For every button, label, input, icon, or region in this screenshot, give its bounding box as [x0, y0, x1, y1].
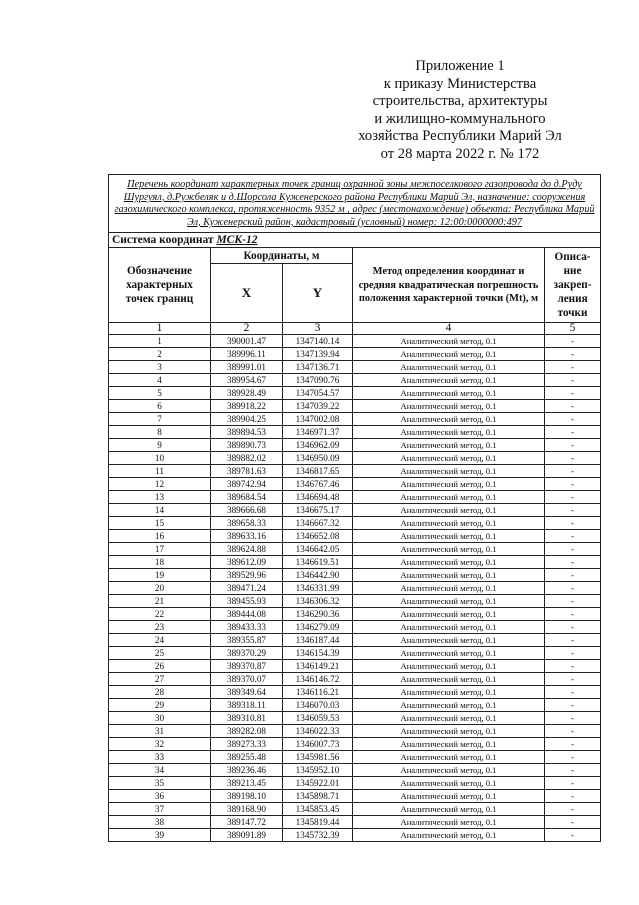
cell-x: 389918.22 [211, 400, 283, 413]
cell-method: Аналитический метод, 0.1 [353, 673, 545, 686]
cell-y: 1346306.32 [283, 595, 353, 608]
cell-x: 389882.02 [211, 452, 283, 465]
cell-description: - [545, 777, 601, 790]
cell-description: - [545, 530, 601, 543]
cell-description: - [545, 621, 601, 634]
cell-x: 389633.16 [211, 530, 283, 543]
cell-description: - [545, 491, 601, 504]
appendix-line: строительства, архитектуры [372, 93, 548, 110]
cell-point: 10 [109, 452, 211, 465]
cell-description: - [545, 634, 601, 647]
cell-method: Аналитический метод, 0.1 [353, 413, 545, 426]
header-description: Описа-ние закреп-ления точки [545, 248, 601, 323]
cell-x: 389781.63 [211, 465, 283, 478]
cell-point: 25 [109, 647, 211, 660]
cell-point: 2 [109, 348, 211, 361]
cell-description: - [545, 582, 601, 595]
cell-y: 1345898.71 [283, 790, 353, 803]
table-row [109, 777, 601, 790]
cell-point: 9 [109, 439, 211, 452]
cell-x: 389455.93 [211, 595, 283, 608]
cell-method: Аналитический метод, 0.1 [353, 465, 545, 478]
table-row [109, 413, 601, 426]
cell-y: 1347090.76 [283, 374, 353, 387]
table-row [109, 569, 601, 582]
cell-x: 389471.24 [211, 582, 283, 595]
cell-point: 20 [109, 582, 211, 595]
header-y: Y [283, 264, 353, 323]
table-row [109, 751, 601, 764]
cell-description: - [545, 556, 601, 569]
cell-method: Аналитический метод, 0.1 [353, 556, 545, 569]
cell-method: Аналитический метод, 0.1 [353, 803, 545, 816]
table-row [109, 582, 601, 595]
cell-x: 390001.47 [211, 335, 283, 348]
cell-y: 1346767.46 [283, 478, 353, 491]
cell-method: Аналитический метод, 0.1 [353, 777, 545, 790]
cell-point: 11 [109, 465, 211, 478]
cell-y: 1346817.65 [283, 465, 353, 478]
cell-y: 1346950.09 [283, 452, 353, 465]
cell-method: Аналитический метод, 0.1 [353, 725, 545, 738]
column-number: 3 [283, 323, 353, 335]
cell-point: 24 [109, 634, 211, 647]
cell-point: 23 [109, 621, 211, 634]
cell-x: 389213.45 [211, 777, 283, 790]
cell-description: - [545, 478, 601, 491]
cell-description: - [545, 465, 601, 478]
cell-x: 389310.81 [211, 712, 283, 725]
cell-description: - [545, 348, 601, 361]
appendix-line: Приложение 1 [415, 58, 505, 74]
header-coords: Координаты, м [211, 248, 353, 264]
column-number: 1 [109, 323, 211, 335]
cell-point: 31 [109, 725, 211, 738]
table-row [109, 426, 601, 439]
cell-description: - [545, 517, 601, 530]
cell-point: 16 [109, 530, 211, 543]
cell-point: 21 [109, 595, 211, 608]
cell-x: 389904.25 [211, 413, 283, 426]
cell-y: 1345922.01 [283, 777, 353, 790]
cell-method: Аналитический метод, 0.1 [353, 764, 545, 777]
cell-method: Аналитический метод, 0.1 [353, 517, 545, 530]
cell-y: 1346187.44 [283, 634, 353, 647]
cell-method: Аналитический метод, 0.1 [353, 647, 545, 660]
table-row [109, 712, 601, 725]
cell-y: 1346675.17 [283, 504, 353, 517]
cell-point: 22 [109, 608, 211, 621]
table-row [109, 530, 601, 543]
cell-x: 389236.46 [211, 764, 283, 777]
cell-x: 389684.54 [211, 491, 283, 504]
cell-point: 1 [109, 335, 211, 348]
cell-x: 389349.64 [211, 686, 283, 699]
cell-method: Аналитический метод, 0.1 [353, 452, 545, 465]
cell-point: 37 [109, 803, 211, 816]
cell-y: 1346442.90 [283, 569, 353, 582]
table-row [109, 452, 601, 465]
cell-method: Аналитический метод, 0.1 [353, 361, 545, 374]
cell-point: 13 [109, 491, 211, 504]
table-row [109, 465, 601, 478]
table-row [109, 387, 601, 400]
cell-point: 26 [109, 660, 211, 673]
table-row [109, 699, 601, 712]
table-row [109, 491, 601, 504]
table-row [109, 803, 601, 816]
cell-method: Аналитический метод, 0.1 [353, 439, 545, 452]
cell-x: 389091.89 [211, 829, 283, 842]
appendix-header [300, 58, 620, 164]
cell-description: - [545, 374, 601, 387]
cell-method: Аналитический метод, 0.1 [353, 387, 545, 400]
cell-y: 1347139.94 [283, 348, 353, 361]
cell-x: 389255.48 [211, 751, 283, 764]
table-row [109, 439, 601, 452]
cell-description: - [545, 400, 601, 413]
cell-y: 1347140.14 [283, 335, 353, 348]
cell-description: - [545, 686, 601, 699]
header-method: Метод определения координат и средняя квадратическая погрешность положения характерной точки (Mt), м [353, 248, 545, 323]
cell-description: - [545, 426, 601, 439]
cell-x: 389355.87 [211, 634, 283, 647]
cell-method: Аналитический метод, 0.1 [353, 790, 545, 803]
cell-point: 32 [109, 738, 211, 751]
cell-point: 33 [109, 751, 211, 764]
cell-x: 389370.29 [211, 647, 283, 660]
cell-point: 38 [109, 816, 211, 829]
cell-y: 1345732.39 [283, 829, 353, 842]
coordinate-system-label: Система координат [112, 234, 214, 247]
cell-point: 39 [109, 829, 211, 842]
cell-method: Аналитический метод, 0.1 [353, 504, 545, 517]
cell-y: 1346022.33 [283, 725, 353, 738]
cell-point: 28 [109, 686, 211, 699]
cell-method: Аналитический метод, 0.1 [353, 608, 545, 621]
cell-point: 14 [109, 504, 211, 517]
cell-description: - [545, 751, 601, 764]
table-row [109, 595, 601, 608]
cell-y: 1346146.72 [283, 673, 353, 686]
cell-description: - [545, 543, 601, 556]
cell-description: - [545, 439, 601, 452]
column-number: 4 [353, 323, 545, 335]
cell-description: - [545, 335, 601, 348]
cell-description: - [545, 725, 601, 738]
cell-description: - [545, 608, 601, 621]
cell-y: 1345853.45 [283, 803, 353, 816]
table-row [109, 816, 601, 829]
cell-x: 389282.08 [211, 725, 283, 738]
table-row [109, 738, 601, 751]
table-row [109, 335, 601, 348]
cell-point: 7 [109, 413, 211, 426]
cell-method: Аналитический метод, 0.1 [353, 621, 545, 634]
cell-y: 1346667.32 [283, 517, 353, 530]
table-row [109, 504, 601, 517]
cell-x: 389996.11 [211, 348, 283, 361]
cell-y: 1347136.71 [283, 361, 353, 374]
cell-description: - [545, 712, 601, 725]
table-row [109, 478, 601, 491]
cell-point: 35 [109, 777, 211, 790]
cell-method: Аналитический метод, 0.1 [353, 634, 545, 647]
coordinates-table [108, 174, 601, 842]
cell-description: - [545, 660, 601, 673]
table-row [109, 790, 601, 803]
cell-x: 389529.96 [211, 569, 283, 582]
cell-description: - [545, 803, 601, 816]
table-row [109, 647, 601, 660]
cell-method: Аналитический метод, 0.1 [353, 426, 545, 439]
cell-description: - [545, 647, 601, 660]
cell-point: 3 [109, 361, 211, 374]
cell-y: 1346059.53 [283, 712, 353, 725]
cell-x: 389168.90 [211, 803, 283, 816]
cell-point: 12 [109, 478, 211, 491]
table-row [109, 608, 601, 621]
table-row [109, 686, 601, 699]
cell-y: 1346007.73 [283, 738, 353, 751]
appendix-line: к приказу Министерства [383, 75, 537, 92]
cell-x: 389666.68 [211, 504, 283, 517]
table-row [109, 556, 601, 569]
column-number: 5 [545, 323, 601, 335]
cell-description: - [545, 829, 601, 842]
cell-y: 1346331.99 [283, 582, 353, 595]
cell-x: 389370.07 [211, 673, 283, 686]
cell-point: 15 [109, 517, 211, 530]
cell-description: - [545, 452, 601, 465]
cell-point: 27 [109, 673, 211, 686]
cell-method: Аналитический метод, 0.1 [353, 660, 545, 673]
cell-y: 1347054.57 [283, 387, 353, 400]
cell-point: 4 [109, 374, 211, 387]
coordinates-table-wrapper [108, 174, 600, 842]
cell-x: 389890.73 [211, 439, 283, 452]
table-row [109, 374, 601, 387]
cell-x: 389273.33 [211, 738, 283, 751]
table-row [109, 660, 601, 673]
cell-method: Аналитический метод, 0.1 [353, 595, 545, 608]
cell-y: 1346652.08 [283, 530, 353, 543]
cell-x: 389147.72 [211, 816, 283, 829]
cell-y: 1346070.03 [283, 699, 353, 712]
table-row [109, 361, 601, 374]
cell-y: 1346971.37 [283, 426, 353, 439]
cell-method: Аналитический метод, 0.1 [353, 738, 545, 751]
cell-method: Аналитический метод, 0.1 [353, 348, 545, 361]
cell-y: 1346116.21 [283, 686, 353, 699]
appendix-line: от 28 марта 2022 г. № 172 [380, 145, 540, 162]
cell-method: Аналитический метод, 0.1 [353, 335, 545, 348]
table-row [109, 517, 601, 530]
cell-y: 1345952.10 [283, 764, 353, 777]
cell-point: 5 [109, 387, 211, 400]
header-point: Обозначение характерных точек границ [109, 248, 211, 323]
table-row [109, 634, 601, 647]
cell-y: 1345981.56 [283, 751, 353, 764]
cell-x: 389954.67 [211, 374, 283, 387]
cell-point: 17 [109, 543, 211, 556]
cell-method: Аналитический метод, 0.1 [353, 491, 545, 504]
cell-x: 389444.08 [211, 608, 283, 621]
table-caption: Перечень координат характерных точек границ охранной зоны межпоселкового газопровода до д.Руду Шургуял, д.Ружбеляк и д.Шорсола Куженерского района Республики Марий Эл, назначение: сооружения газохимического комплекса, протяженность 9352 м , адрес (местонахождение) объекта: Республика Марий Эл, Куженерский район, кадастровый (условный) номер: 12:00:0000000:497 [109, 175, 601, 233]
cell-point: 36 [109, 790, 211, 803]
cell-x: 389894.53 [211, 426, 283, 439]
coordinate-system-value: МСК-12 [216, 234, 258, 247]
cell-method: Аналитический метод, 0.1 [353, 816, 545, 829]
cell-x: 389433.33 [211, 621, 283, 634]
cell-description: - [545, 504, 601, 517]
cell-description: - [545, 790, 601, 803]
cell-x: 389624.88 [211, 543, 283, 556]
table-row [109, 348, 601, 361]
cell-description: - [545, 673, 601, 686]
cell-method: Аналитический метод, 0.1 [353, 569, 545, 582]
header-x: X [211, 264, 283, 323]
column-number: 2 [211, 323, 283, 335]
cell-y: 1346694.48 [283, 491, 353, 504]
cell-method: Аналитический метод, 0.1 [353, 478, 545, 491]
cell-x: 389991.01 [211, 361, 283, 374]
cell-method: Аналитический метод, 0.1 [353, 543, 545, 556]
table-row [109, 764, 601, 777]
table-row [109, 829, 601, 842]
cell-method: Аналитический метод, 0.1 [353, 712, 545, 725]
table-row [109, 400, 601, 413]
table-row [109, 673, 601, 686]
table-row [109, 621, 601, 634]
cell-y: 1346290.36 [283, 608, 353, 621]
cell-description: - [545, 738, 601, 751]
cell-description: - [545, 361, 601, 374]
cell-method: Аналитический метод, 0.1 [353, 829, 545, 842]
cell-description: - [545, 764, 601, 777]
cell-x: 389928.49 [211, 387, 283, 400]
cell-x: 389370.87 [211, 660, 283, 673]
coordinate-system [109, 233, 601, 248]
cell-method: Аналитический метод, 0.1 [353, 582, 545, 595]
cell-method: Аналитический метод, 0.1 [353, 751, 545, 764]
cell-x: 389198.10 [211, 790, 283, 803]
cell-method: Аналитический метод, 0.1 [353, 686, 545, 699]
cell-x: 389658.33 [211, 517, 283, 530]
cell-description: - [545, 413, 601, 426]
cell-point: 30 [109, 712, 211, 725]
cell-description: - [545, 569, 601, 582]
cell-y: 1346619.51 [283, 556, 353, 569]
cell-x: 389318.11 [211, 699, 283, 712]
cell-method: Аналитический метод, 0.1 [353, 374, 545, 387]
cell-method: Аналитический метод, 0.1 [353, 400, 545, 413]
cell-y: 1346962.09 [283, 439, 353, 452]
cell-y: 1346149.21 [283, 660, 353, 673]
cell-y: 1347039.22 [283, 400, 353, 413]
cell-point: 18 [109, 556, 211, 569]
cell-point: 19 [109, 569, 211, 582]
cell-x: 389742.94 [211, 478, 283, 491]
cell-method: Аналитический метод, 0.1 [353, 699, 545, 712]
cell-x: 389612.09 [211, 556, 283, 569]
cell-method: Аналитический метод, 0.1 [353, 530, 545, 543]
appendix-line: хозяйства Республики Марий Эл [358, 128, 562, 145]
table-row [109, 543, 601, 556]
cell-y: 1346279.09 [283, 621, 353, 634]
cell-point: 29 [109, 699, 211, 712]
cell-description: - [545, 595, 601, 608]
cell-description: - [545, 816, 601, 829]
table-row [109, 725, 601, 738]
cell-y: 1347002.08 [283, 413, 353, 426]
table-body [109, 335, 601, 842]
cell-point: 34 [109, 764, 211, 777]
cell-y: 1346642.05 [283, 543, 353, 556]
cell-description: - [545, 699, 601, 712]
cell-y: 1346154.39 [283, 647, 353, 660]
cell-point: 6 [109, 400, 211, 413]
cell-point: 8 [109, 426, 211, 439]
appendix-line: и жилищно-коммунального [374, 110, 546, 127]
cell-description: - [545, 387, 601, 400]
cell-y: 1345819.44 [283, 816, 353, 829]
